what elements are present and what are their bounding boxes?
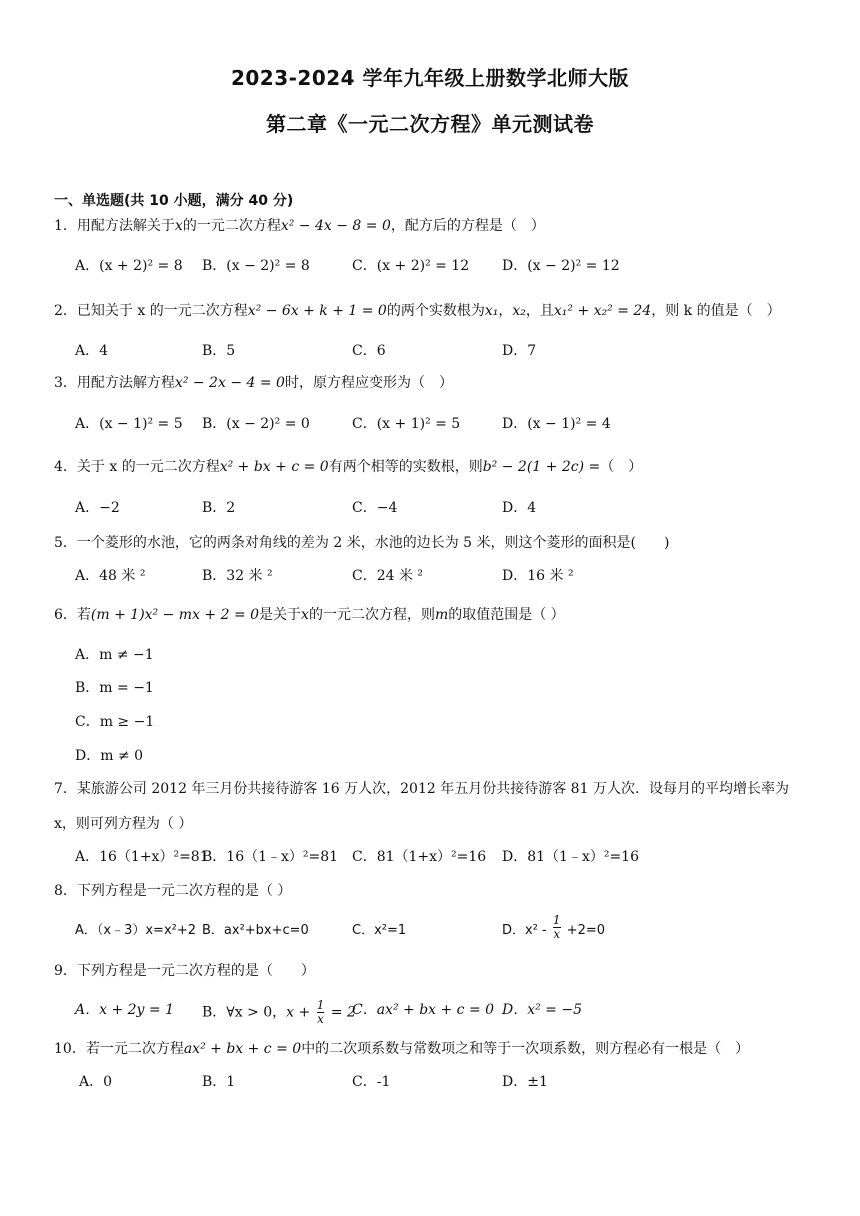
q10-stem-b: 中的二次项系数与常数项之和等于一次项系数，则方程必有一根是（ ）: [301, 1041, 750, 1057]
q2-stem-a: 2．已知关于 x 的一元二次方程: [54, 303, 248, 319]
q2-option-a: A．4: [75, 343, 109, 359]
q5-option-a: A．48 米 ²: [75, 568, 146, 584]
q4-stem-b: 有两个相等的实数根，则: [328, 459, 483, 475]
q9-stem: 9．下列方程是一元二次方程的是（ ）: [54, 963, 315, 979]
question-5: [54, 532, 814, 554]
question-7-line1: 7．某旅游公司 2012 年三月份共接待游客 16 万人次，2012 年五月份共接待游客 81 万人次．设每月的平均增长率为: [54, 781, 789, 797]
q6-var-x: x: [301, 607, 309, 623]
q8-frac-num: 1: [552, 913, 561, 927]
question-2: [54, 300, 814, 322]
q1-option-d: D．(x − 2)² = 12: [502, 258, 620, 274]
section-heading: 一、单选题(共 10 小题，满分 40 分): [54, 193, 294, 209]
q6-equation: (m + 1)x² − mx + 2 = 0: [90, 607, 260, 623]
q6-stem-a: 6．若: [54, 607, 91, 623]
q3-stem-b: 时，原方程应变形为（ ）: [284, 375, 453, 391]
q1-equation: x² − 4x − 8 = 0: [280, 218, 391, 234]
q4-expression: b² − 2(1 + 2c) =: [482, 459, 601, 475]
q8-option-d-suffix: +2=0: [566, 923, 605, 938]
q5-option-c: C．24 米 ²: [352, 568, 424, 584]
q2-root1: x₁: [484, 303, 499, 319]
q7-option-d: D．81（1﹣x）²=16: [502, 849, 639, 865]
q7-option-b: B．16（1﹣x）²=81: [202, 849, 339, 865]
q10-option-a: A．0: [79, 1074, 113, 1090]
q8-frac-den: x: [553, 927, 561, 941]
q9-option-b-suffix: = 2: [326, 1004, 356, 1021]
q9-option-b: [202, 999, 356, 1026]
q2-comma: ，: [498, 303, 513, 319]
q6-option-b: B．m = −1: [75, 680, 154, 696]
q3-option-c: C．(x + 1)² = 5: [352, 416, 461, 432]
q8-option-c: C．x²=1: [352, 923, 407, 938]
q6-var-m: m: [434, 607, 449, 623]
q4-option-b: B．2: [202, 500, 236, 516]
q7-option-a: A．16（1+x）²=81: [75, 849, 209, 865]
question-3: [54, 372, 814, 394]
q1-var: x: [174, 218, 183, 234]
q6-stem-d: 的取值范围是（ ）: [448, 607, 565, 623]
q3-option-b: B．(x − 2)² = 0: [202, 416, 310, 432]
q10-option-c: C．-1: [352, 1074, 391, 1090]
q6-stem-c: 的一元二次方程，则: [308, 607, 435, 623]
q3-stem-a: 3．用配方法解方程: [54, 375, 175, 391]
question-10: [54, 1038, 814, 1060]
q2-root2: x₂: [512, 303, 526, 319]
q1-stem-b: 的一元二次方程: [182, 218, 281, 234]
q9-option-a: A．x + 2y = 1: [75, 1002, 174, 1018]
q4-stem-a: 4．关于 x 的一元二次方程: [54, 459, 220, 475]
q7-option-c: C．81（1+x）²=16: [352, 849, 487, 865]
q8-option-d-fraction: [553, 914, 561, 941]
question-6: [54, 604, 814, 626]
q3-option-d: D．(x − 1)² = 4: [502, 416, 611, 432]
q4-option-d: D．4: [502, 500, 537, 516]
question-8: [54, 880, 814, 902]
q6-stem-b: 是关于: [259, 607, 302, 623]
exam-title-line1: 2023-2024 学年九年级上册数学北师大版: [230, 66, 630, 90]
q1-option-c: C．(x + 2)² = 12: [352, 258, 470, 274]
q4-stem-c: （ ）: [600, 459, 643, 475]
q2-equation: x² − 6x + k + 1 = 0: [247, 303, 387, 319]
question-1: [54, 215, 814, 237]
q8-option-b: B．ax²+bx+c=0: [202, 923, 309, 938]
q10-option-d: D．±1: [502, 1074, 548, 1090]
q10-stem-a: 10．若一元二次方程: [54, 1041, 184, 1057]
q5-option-b: B．32 米 ²: [202, 568, 273, 584]
q6-option-a: A．m ≠ −1: [75, 647, 154, 663]
q1-option-b: B．(x − 2)² = 8: [202, 258, 310, 274]
q9-option-b-prefix: B．∀x > 0，: [202, 1004, 287, 1021]
q9-option-c: C．ax² + bx + c = 0: [352, 1002, 495, 1018]
q10-option-b: B．1: [202, 1074, 236, 1090]
q8-option-a: A．（x﹣3）x=x²+2: [75, 923, 197, 938]
q4-equation: x² + bx + c = 0: [219, 459, 329, 475]
question-7-line2: x，则可列方程为（ ）: [54, 816, 193, 832]
q2-stem-d: ，则 k 的值是（ ）: [651, 303, 781, 319]
q4-option-a: A．−2: [75, 500, 120, 516]
q4-option-c: C．−4: [352, 500, 398, 516]
q1-option-a: A．(x + 2)² = 8: [75, 258, 183, 274]
q6-option-c: C．m ≥ −1: [75, 714, 155, 730]
exam-title-line2: 第二章《一元二次方程》单元测试卷: [266, 112, 594, 136]
q8-option-d-prefix: D．x² -: [502, 923, 547, 938]
q2-condition: x₁² + x₂² = 24: [553, 303, 652, 319]
q1-stem-a: 1．用配方法解关于: [54, 218, 175, 234]
q9-option-d: D．x² = −5: [502, 1002, 583, 1018]
q2-stem-c: ，且: [525, 303, 554, 319]
q2-option-b: B．5: [202, 343, 236, 359]
q9-frac-den: x: [317, 1012, 324, 1026]
q2-option-c: C．6: [352, 343, 386, 359]
q1-stem-c: ，配方后的方程是（ ）: [390, 218, 545, 234]
q5-option-d: D．16 米 ²: [502, 568, 574, 584]
q8-option-d: [502, 913, 605, 942]
question-9: [54, 960, 814, 982]
q9-option-b-x: x +: [286, 1004, 315, 1021]
q3-option-a: A．(x − 1)² = 5: [75, 416, 183, 432]
q2-stem-b: 的两个实数根为: [386, 303, 485, 319]
q5-stem: 5．一个菱形的水池，它的两条对角线的差为 2 米，水池的边长为 5 米，则这个菱形的面积是( ): [54, 535, 670, 551]
q2-option-d: D．7: [502, 343, 537, 359]
q9-option-b-fraction: [317, 999, 325, 1026]
q6-option-d: D．m ≠ 0: [75, 748, 144, 764]
question-4: [54, 456, 814, 478]
q10-equation: ax² + bx + c = 0: [183, 1041, 302, 1057]
q9-frac-num: 1: [316, 998, 325, 1012]
q3-equation: x² − 2x − 4 = 0: [174, 375, 285, 391]
q8-stem: 8．下列方程是一元二次方程的是（ ）: [54, 883, 292, 899]
